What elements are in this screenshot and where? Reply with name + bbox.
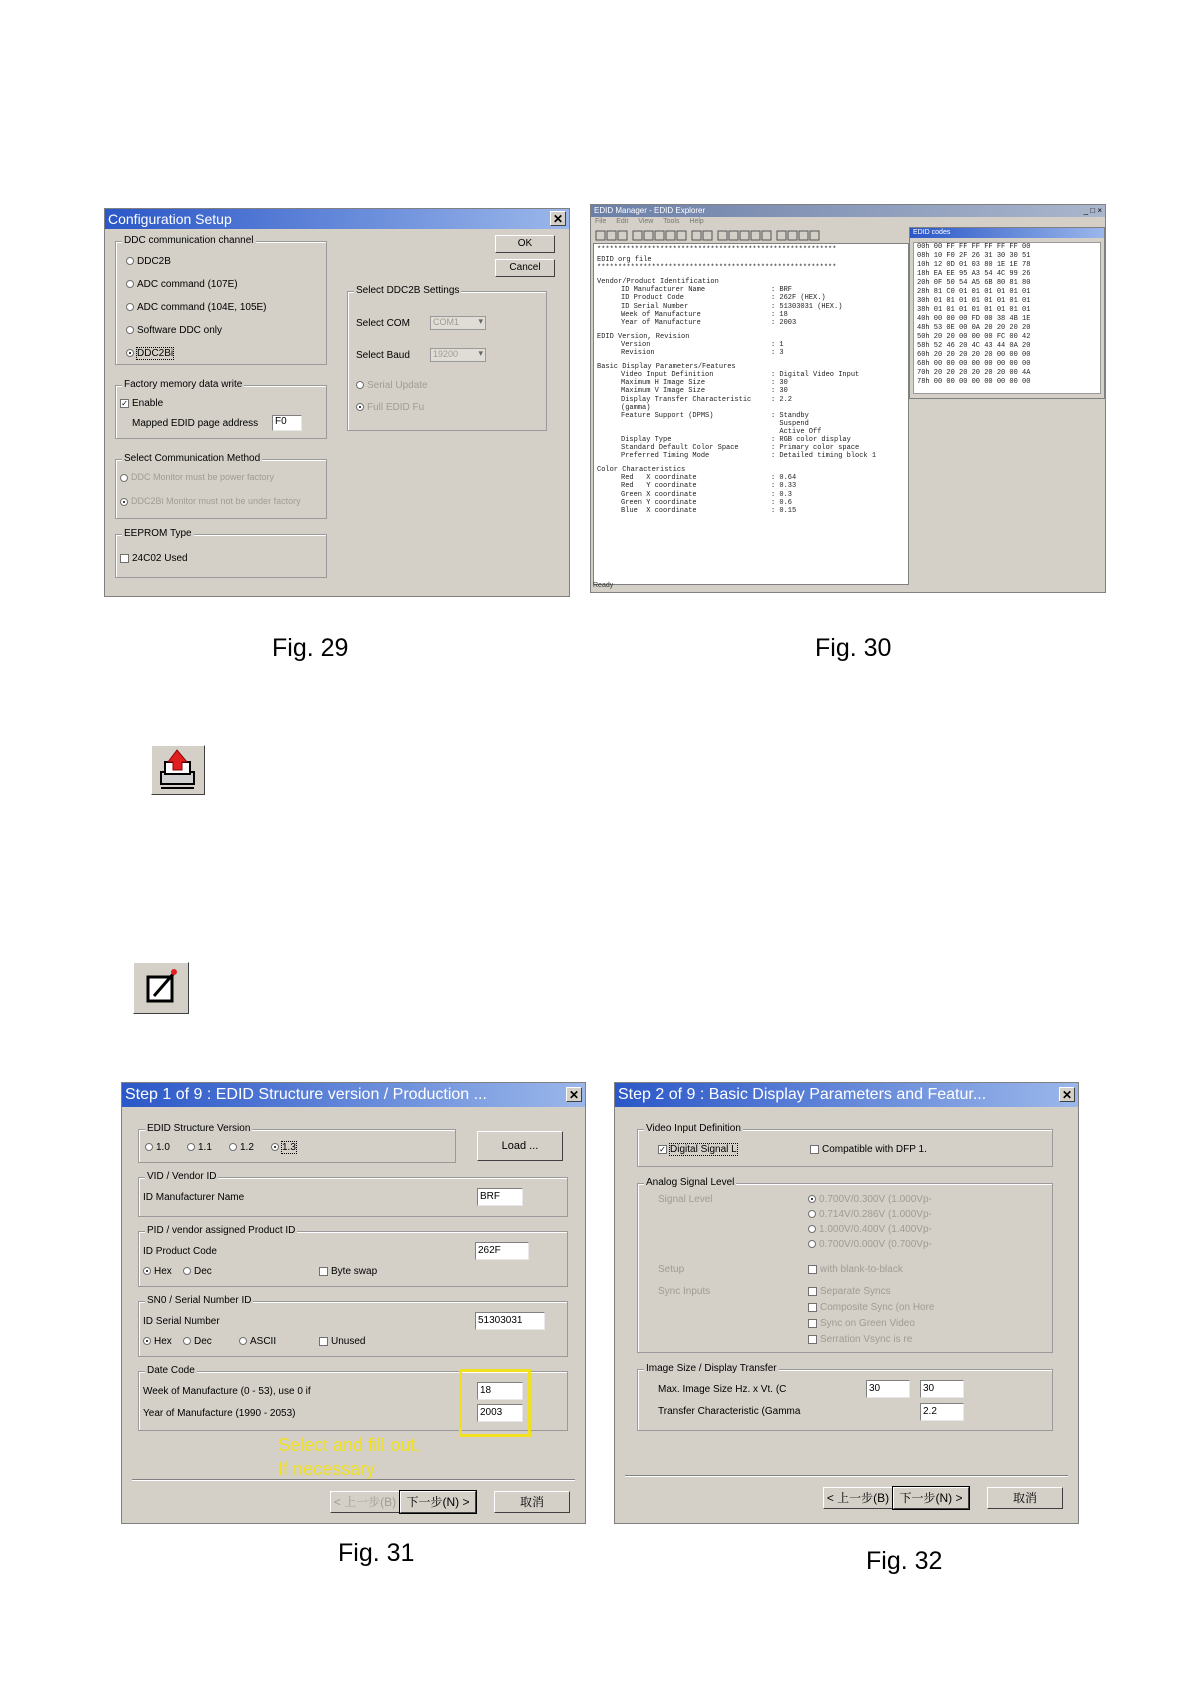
edid-field-key: Maximum H Image Size: [621, 379, 706, 388]
radio-selected-icon: [808, 1195, 816, 1203]
product-dec-radio[interactable]: Dec: [183, 1266, 212, 1277]
edid-field-row: [597, 507, 905, 515]
cancel-button[interactable]: Cancel: [495, 259, 555, 277]
edid-field-value: : Standby: [771, 411, 809, 420]
edid-field-value: Suspend: [771, 419, 809, 428]
edid-field-row: [597, 379, 905, 387]
radio-icon: [356, 381, 364, 389]
hex-row: 60h 20 20 20 20 20 00 00 00: [917, 351, 1031, 359]
radio-selected-icon: [120, 498, 128, 506]
radio-icon: [808, 1240, 816, 1248]
ddc-channel-group: [115, 235, 327, 365]
checkbox-icon: [808, 1287, 817, 1296]
edid-field-value: : Digital Video Input: [771, 371, 860, 380]
config-setup-title: Configuration Setup: [108, 211, 232, 227]
serial-number-label: ID Serial Number: [143, 1316, 220, 1327]
hz-size-input[interactable]: 30: [866, 1380, 910, 1398]
signal-level-label: Signal Level: [658, 1194, 713, 1205]
edid-field-value: : 51303031 (HEX.): [771, 302, 843, 311]
group-label: Date Code: [147, 1365, 195, 1376]
radio-icon: [239, 1337, 247, 1345]
cancel-button[interactable]: 取消: [494, 1491, 570, 1513]
status-bar: [593, 582, 1103, 590]
upload-icon[interactable]: [151, 745, 205, 795]
mapped-edid-label: Mapped EDID page address: [132, 418, 259, 429]
checkbox-icon: [319, 1337, 328, 1346]
edid-field-key: (gamma): [621, 403, 651, 412]
version-1-0-radio[interactable]: 1.0: [145, 1142, 170, 1153]
hex-row: 70h 20 20 20 20 20 20 00 4A: [917, 369, 1031, 377]
step1-dialog: [121, 1082, 586, 1524]
gamma-input[interactable]: 2.2: [920, 1403, 964, 1421]
toolbar-icons[interactable]: [595, 230, 895, 242]
edid-field-key: Display Transfer Characteristic: [621, 395, 752, 404]
edid-field-key: Year of Manufacture: [621, 318, 701, 327]
radio-selected-icon: [271, 1143, 279, 1151]
group-label: EDID Structure Version: [147, 1123, 251, 1134]
edid-field-value: : 0.33: [771, 482, 797, 491]
checked-icon: ✓: [659, 1144, 666, 1154]
radio-selected-icon: [126, 349, 134, 357]
edid-section-heading: Basic Display Parameters/Features: [597, 363, 736, 372]
edid-header: EDID org file: [597, 256, 652, 265]
level-radio-4[interactable]: 0.700V/0.000V (0.700Vp-: [808, 1239, 932, 1250]
edid-text-pane: [593, 243, 909, 585]
edid-field-row: [597, 482, 905, 490]
hex-row: 50h 20 20 00 00 00 FC 00 42: [917, 333, 1031, 341]
back-button[interactable]: < 上一步(B): [823, 1487, 893, 1509]
edid-field-value: : 18: [771, 310, 788, 319]
edid-field-key: Maximum V Image Size: [621, 387, 706, 396]
edid-field-value: : 0.3: [771, 490, 793, 499]
edid-manager-titlebar: [591, 205, 1105, 217]
annotation-text: [278, 1433, 420, 1481]
checkbox-icon: [319, 1267, 328, 1276]
level-radio-2[interactable]: 0.714V/0.286V (1.000Vp-: [808, 1209, 932, 1220]
toolbar: [595, 229, 895, 241]
radio-icon: [126, 280, 134, 288]
enable-checkbox[interactable]: ✓ Enable: [121, 398, 164, 409]
edid-manager-window: [590, 204, 1106, 593]
edid-sections: [594, 278, 908, 515]
radio-icon: [145, 1143, 153, 1151]
digital-signal-checkbox[interactable]: ✓ Digital Signal L: [659, 1144, 737, 1155]
version-1-2-radio[interactable]: 1.2: [229, 1142, 254, 1153]
week-label: Week of Manufacture (0 - 53), use 0 if: [143, 1386, 311, 1397]
edid-section-heading: EDID Version, Revision: [597, 332, 690, 341]
hex-rows: [913, 242, 1101, 394]
fig30-caption: Fig. 30: [815, 634, 892, 662]
edid-section-heading: Vendor/Product Identification: [597, 278, 719, 287]
edid-field-row: [597, 341, 905, 349]
menu-help[interactable]: Help: [689, 218, 704, 225]
ddc-option-adc-107e[interactable]: ADC command (107E): [126, 279, 238, 290]
highlight-box: [459, 1369, 531, 1437]
window-controls: [1084, 205, 1102, 217]
ddc-option-software[interactable]: Software DDC only: [126, 325, 222, 336]
edid-field-value: : 0.64: [771, 474, 797, 483]
step1-titlebar: [122, 1083, 585, 1107]
edid-field-row: [597, 286, 905, 294]
serial-hex-radio[interactable]: Hex: [143, 1336, 172, 1347]
comm-method-group: [115, 453, 327, 519]
next-button[interactable]: 下一步(N) >: [893, 1487, 969, 1509]
edid-codes-title: EDID codes: [913, 229, 951, 236]
edid-field-row: [597, 387, 905, 395]
edid-section-heading: Color Characteristics: [597, 466, 686, 475]
analog-signal-group: [637, 1177, 1053, 1353]
edid-field-value: : Detailed timing block 1: [771, 452, 877, 461]
step1-title: Step 1 of 9 : EDID Structure version / Production ...: [125, 1086, 487, 1103]
edid-field-key: ID Product Code: [621, 294, 685, 303]
checked-icon: ✓: [121, 398, 128, 408]
status-text: Ready: [593, 582, 614, 589]
edit-icon-glyph: [134, 963, 188, 1013]
maximize-icon[interactable]: □: [1090, 206, 1096, 215]
radio-selected-icon: [356, 403, 364, 411]
mapped-edid-input[interactable]: F0: [272, 415, 302, 431]
edid-field-key: Red Y coordinate: [621, 482, 697, 491]
compatible-dfp-checkbox[interactable]: Compatible with DFP 1.: [810, 1144, 927, 1155]
week-input[interactable]: 18: [477, 1382, 523, 1400]
vendor-id-group: [138, 1171, 568, 1217]
edid-field-key: Display Type: [621, 435, 672, 444]
com-select[interactable]: COM1 ▾: [430, 316, 486, 330]
edid-field-row: [597, 474, 905, 482]
sync-composite-checkbox[interactable]: Composite Sync (on Hore: [808, 1302, 935, 1313]
group-label: VID / Vendor ID: [147, 1171, 217, 1182]
edid-field-row: [597, 311, 905, 319]
radio-icon: [183, 1267, 191, 1275]
ddc-option-ddc2b[interactable]: DDC2B: [126, 256, 171, 267]
hex-row: 30h 01 01 01 01 01 01 01 01: [917, 297, 1031, 305]
level-radio-3[interactable]: 1.000V/0.400V (1.400Vp-: [808, 1224, 932, 1235]
checkbox-icon: [120, 554, 129, 563]
ddc-option-adc-104e[interactable]: ADC command (104E, 105E): [126, 302, 267, 313]
setup-label: Setup: [658, 1264, 685, 1275]
radio-icon: [120, 474, 128, 482]
serial-ascii-radio[interactable]: ASCII: [239, 1336, 276, 1347]
edid-manager-title: EDID Manager - EDID Explorer: [594, 206, 706, 215]
edid-field-key: Green Y coordinate: [621, 498, 697, 507]
ddc-option-ddc2bi[interactable]: DDC2Bi: [126, 348, 173, 359]
product-hex-radio[interactable]: Hex: [143, 1266, 172, 1277]
edid-field-key: Version: [621, 340, 651, 349]
edid-codes-titlebar: [910, 228, 1104, 238]
annotation-line-2: If necessary: [278, 1459, 376, 1479]
radio-icon: [808, 1225, 816, 1233]
edid-field-value: : 30: [771, 379, 788, 388]
edid-field-row: [597, 436, 905, 444]
group-label: Select Communication Method: [124, 453, 261, 464]
radio-icon: [808, 1210, 816, 1218]
menu-edit[interactable]: Edit: [616, 218, 629, 225]
group-label: SN0 / Serial Number ID: [147, 1295, 252, 1306]
edid-field-value: : 3: [771, 349, 784, 358]
group-label: Factory memory data write: [124, 379, 243, 390]
group-label: Video Input Definition: [646, 1123, 741, 1134]
radio-selected-icon: [143, 1337, 151, 1345]
mfr-name-label: ID Manufacturer Name: [143, 1192, 245, 1203]
config-setup-dialog: [104, 208, 570, 597]
divider: [132, 1479, 575, 1481]
sync-serration-checkbox[interactable]: Serration Vsync is re: [808, 1334, 912, 1345]
step2-dialog: [614, 1082, 1079, 1524]
edid-field-row: [597, 303, 905, 311]
edid-field-key: Feature Support (DPMS): [621, 411, 714, 420]
image-size-group: [637, 1363, 1053, 1431]
edid-field-row: [597, 428, 905, 436]
fig31-caption: Fig. 31: [338, 1539, 415, 1567]
edid-field-value: : 1: [771, 340, 784, 349]
edid-field-row: [597, 349, 905, 357]
edit-icon[interactable]: [133, 962, 189, 1014]
edid-field-row: [597, 420, 905, 428]
baud-select[interactable]: 19200 ▾: [430, 348, 486, 362]
edid-field-value: : 0.6: [771, 498, 793, 507]
max-image-size-label: Max. Image Size Hz. x Vt. (C: [658, 1384, 787, 1395]
next-button[interactable]: 下一步(N) >: [400, 1491, 476, 1513]
edid-field-row: [597, 404, 905, 412]
edid-field-value: : 2.2: [771, 395, 793, 404]
radio-icon: [183, 1337, 191, 1345]
close-icon[interactable]: ✕: [566, 1087, 582, 1102]
factory-write-group: [115, 379, 327, 439]
step2-titlebar: [615, 1083, 1078, 1107]
eeprom-group: [115, 528, 327, 578]
level-radio-1[interactable]: 0.700V/0.300V (1.000Vp-: [808, 1194, 932, 1205]
eeprom-24c02-checkbox[interactable]: 24C02 Used: [120, 553, 188, 564]
edid-field-value: Active Off: [771, 427, 822, 436]
edid-field-value: : RGB color display: [771, 435, 851, 444]
video-input-group: [637, 1123, 1053, 1167]
menu-tools[interactable]: Tools: [663, 218, 680, 225]
close-icon[interactable]: ✕: [550, 211, 566, 226]
version-1-3-radio[interactable]: 1.3: [271, 1142, 296, 1153]
edid-field-row: [597, 319, 905, 327]
blank-to-black-checkbox[interactable]: with blank-to-black: [808, 1264, 903, 1275]
cancel-button[interactable]: 取消: [987, 1487, 1063, 1509]
group-label: PID / vendor assigned Product ID: [147, 1225, 296, 1236]
hex-row: 58h 52 46 20 4C 43 44 0A 20: [917, 342, 1031, 350]
edid-field-key: ID Serial Number: [621, 302, 689, 311]
structure-version-group: [138, 1123, 456, 1163]
close-icon[interactable]: ✕: [1059, 1087, 1075, 1102]
edid-field-row: [597, 444, 905, 452]
edid-field-key: Green X coordinate: [621, 490, 697, 499]
hex-row: 18h EA EE 95 A3 54 4C 99 26: [917, 270, 1031, 278]
radio-selected-icon: [143, 1267, 151, 1275]
sync-inputs-label: Sync Inputs: [658, 1286, 711, 1297]
edid-field-row: [597, 396, 905, 404]
year-input[interactable]: 2003: [477, 1404, 523, 1422]
edid-field-value: : 2003: [771, 318, 797, 327]
edid-field-row: [597, 452, 905, 460]
edid-field-key: Video Input Definition: [621, 371, 714, 380]
full-edid-radio[interactable]: Full EDID Fu: [356, 402, 424, 413]
product-code-input[interactable]: 262F: [475, 1242, 529, 1260]
edid-field-key: Revision: [621, 349, 655, 358]
product-code-label: ID Product Code: [143, 1246, 217, 1257]
year-label: Year of Manufacture (1990 - 2053): [143, 1408, 296, 1419]
edid-field-key: Week of Manufacture: [621, 310, 701, 319]
edid-rule-bottom: *********************************************************: [597, 264, 837, 273]
edid-field-row: [597, 294, 905, 302]
serial-update-radio[interactable]: Serial Update: [356, 380, 428, 391]
menu-file[interactable]: File: [595, 218, 607, 225]
mfr-name-input[interactable]: BRF: [477, 1188, 523, 1206]
radio-icon: [187, 1143, 195, 1151]
comm-option-ddc[interactable]: DDC Monitor must be power factory: [120, 472, 274, 482]
serial-number-input[interactable]: 51303031: [475, 1312, 545, 1330]
vt-size-input[interactable]: 30: [920, 1380, 964, 1398]
edid-field-value: : 262F (HEX.): [771, 294, 826, 303]
radio-icon: [229, 1143, 237, 1151]
ok-button[interactable]: OK: [495, 235, 555, 253]
edid-field-value: : BRF: [771, 286, 793, 295]
transfer-char-label: Transfer Characteristic (Gamma: [658, 1406, 801, 1417]
fig29-caption: Fig. 29: [272, 634, 349, 662]
hex-row: 28h 81 C0 01 01 01 01 01 01: [917, 288, 1031, 296]
radio-icon: [126, 303, 134, 311]
edid-field-key: Blue X coordinate: [621, 506, 697, 515]
ddc2b-settings-group: [347, 285, 547, 431]
edid-field-row: [597, 491, 905, 499]
unused-checkbox[interactable]: Unused: [319, 1336, 365, 1347]
version-1-1-radio[interactable]: 1.1: [187, 1142, 212, 1153]
config-setup-titlebar: [105, 209, 569, 229]
minimize-icon[interactable]: _: [1083, 206, 1089, 215]
comm-option-ddc2bi[interactable]: DDC2Bi Monitor must not be under factory: [120, 496, 301, 506]
checkbox-icon: [810, 1145, 819, 1154]
upload-icon-glyph: [152, 746, 204, 794]
hex-row: 00h 00 FF FF FF FF FF FF 00: [917, 243, 1031, 251]
group-label: Analog Signal Level: [646, 1177, 735, 1188]
radio-icon: [126, 257, 134, 265]
edid-field-value: : 0.15: [771, 506, 797, 515]
hex-row: 38h 01 01 01 01 01 01 01 01: [917, 306, 1031, 314]
edid-field-row: [597, 371, 905, 379]
close-icon[interactable]: ×: [1097, 206, 1102, 215]
annotation-line-1: Select and fill out,: [278, 1435, 421, 1455]
edid-rule-top: *********************************************************: [597, 246, 837, 254]
edid-field-key: Preferred Timing Mode: [621, 452, 710, 461]
group-label: EEPROM Type: [124, 528, 192, 539]
sync-green-checkbox[interactable]: Sync on Green Video: [808, 1318, 915, 1329]
hex-row: 08h 10 F0 2F 26 31 30 30 51: [917, 252, 1031, 260]
edid-field-key: Red X coordinate: [621, 474, 697, 483]
product-id-group: [138, 1225, 568, 1287]
divider: [625, 1475, 1068, 1477]
step2-title: Step 2 of 9 : Basic Display Parameters and Featur...: [618, 1086, 987, 1103]
menu-bar: [595, 218, 704, 225]
byte-swap-checkbox[interactable]: Byte swap: [319, 1266, 377, 1277]
edid-field-key: [597, 420, 771, 428]
serial-dec-radio[interactable]: Dec: [183, 1336, 212, 1347]
edid-field-key: [597, 428, 771, 436]
edid-codes-panel: [909, 227, 1105, 399]
edid-field-key: Standard Default Color Space: [621, 444, 739, 453]
edid-field-value: : 30: [771, 387, 788, 396]
checkbox-icon: [808, 1303, 817, 1312]
load-button[interactable]: Load ...: [477, 1131, 563, 1161]
select-com-label: Select COM: [356, 318, 410, 329]
radio-icon: [126, 326, 134, 334]
checkbox-icon: [808, 1319, 817, 1328]
hex-row: 10h 12 0D 01 03 80 1E 1E 78: [917, 261, 1031, 269]
hex-row: 48h 53 0E 00 0A 20 20 20 20: [917, 324, 1031, 332]
checkbox-icon: [808, 1265, 817, 1274]
hex-row: 68h 00 00 00 00 00 00 00 00: [917, 360, 1031, 368]
sync-separate-checkbox[interactable]: Separate Syncs: [808, 1286, 891, 1297]
serial-number-group: [138, 1295, 568, 1357]
group-label: Select DDC2B Settings: [356, 285, 460, 296]
checkbox-icon: [808, 1335, 817, 1344]
fig32-caption: Fig. 32: [866, 1547, 943, 1575]
hex-row: 78h 00 00 00 00 00 00 00 00: [917, 378, 1031, 386]
edid-field-value: : Primary color space: [771, 444, 860, 453]
edid-field-row: [597, 499, 905, 507]
back-button[interactable]: < 上一步(B): [330, 1491, 400, 1513]
hex-row: 20h 0F 50 54 A5 6B 80 81 80: [917, 279, 1031, 287]
group-label: DDC communication channel: [124, 235, 254, 246]
edid-field-key: ID Manufacturer Name: [621, 286, 706, 295]
edid-field-row: [597, 412, 905, 420]
menu-view[interactable]: View: [638, 218, 654, 225]
select-baud-label: Select Baud: [356, 350, 410, 361]
hex-row: 40h 00 00 00 FD 00 38 4B 1E: [917, 315, 1031, 323]
group-label: Image Size / Display Transfer: [646, 1363, 777, 1374]
